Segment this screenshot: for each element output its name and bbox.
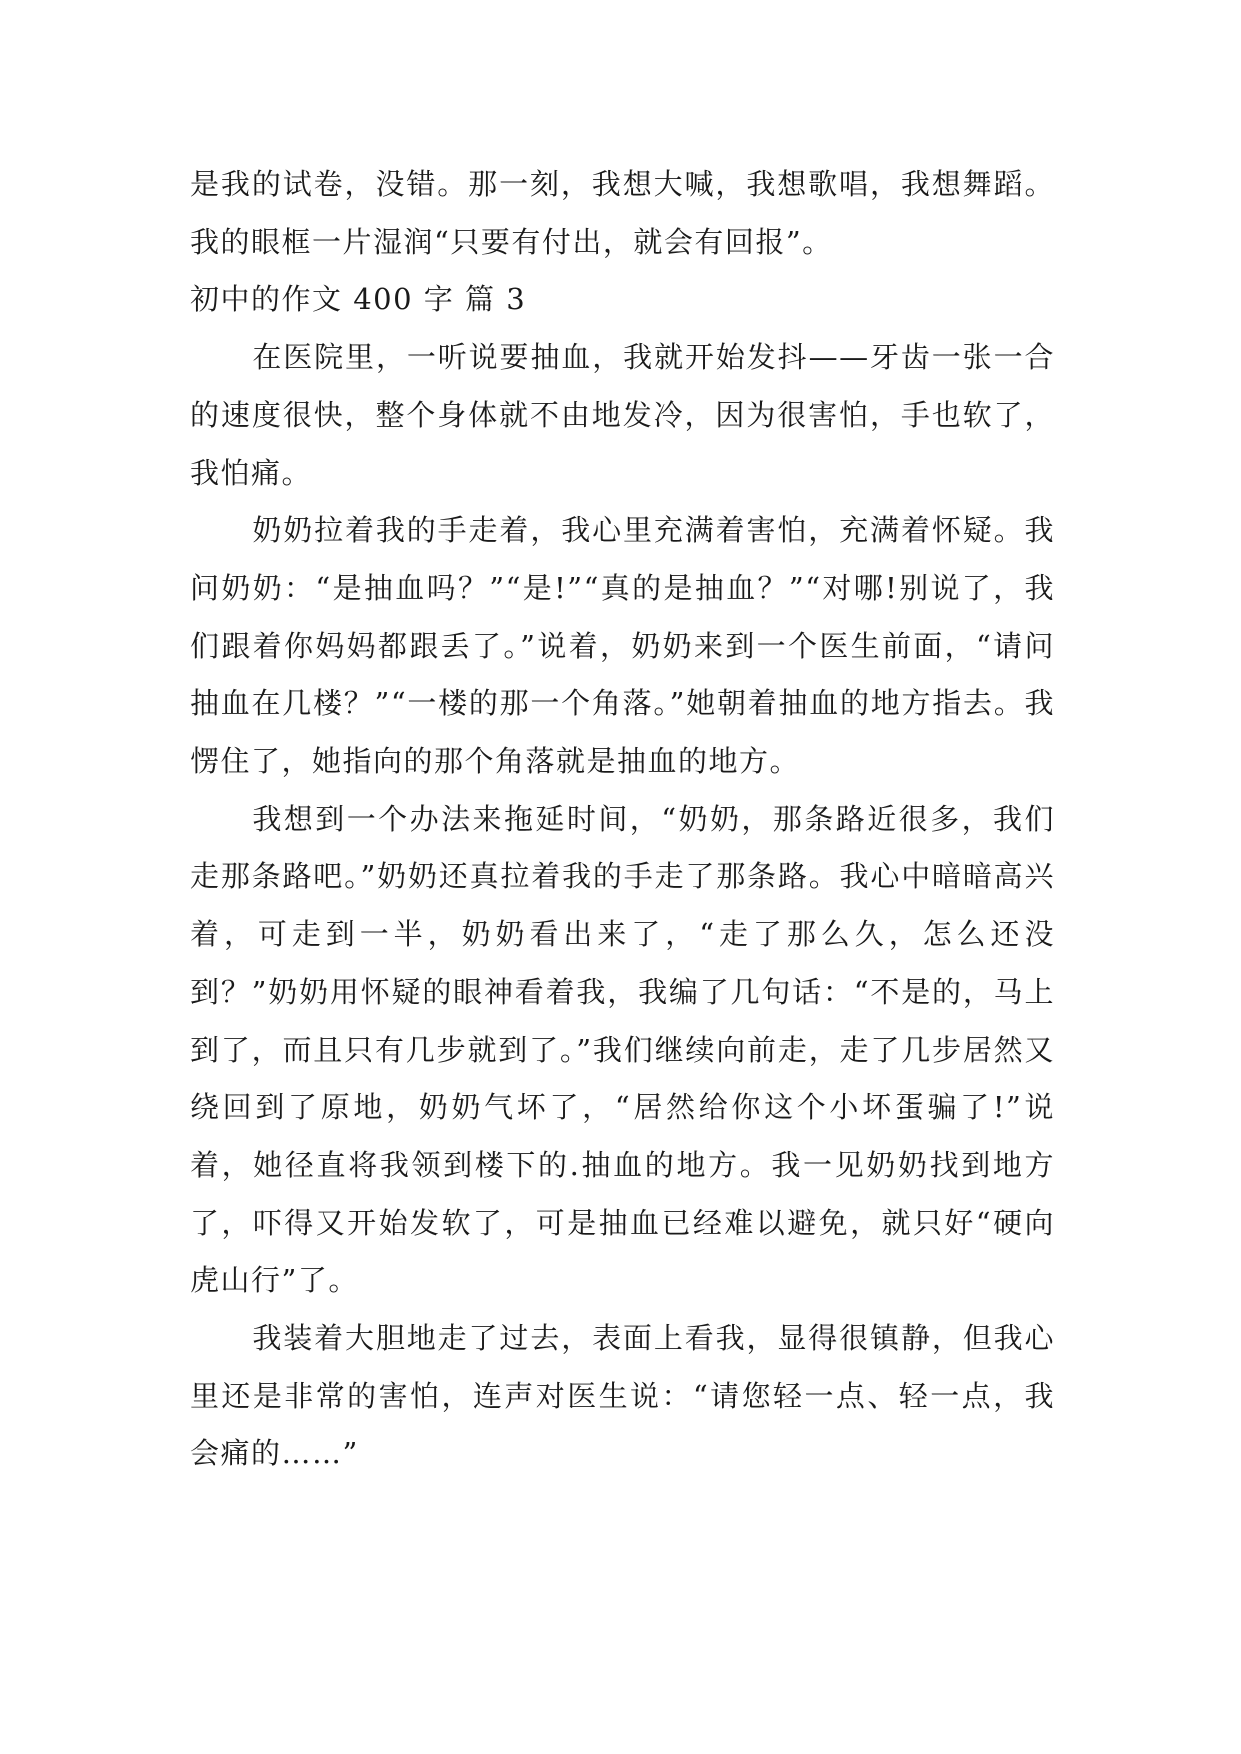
continuation-paragraph: 是我的试卷，没错。那一刻，我想大喊，我想歌唱，我想舞蹈。我的眼框一片湿润“只要有付出，就会有回报”。	[190, 167, 1055, 259]
section-heading: 初中的作文 400 字 篇 3	[190, 282, 527, 317]
paragraph-4: 我装着大胆地走了过去，表面上看我，显得很镇静，但我心里还是非常的害怕，连声对医生说：“请您轻一点、轻一点，我会痛的……”	[190, 1321, 1055, 1471]
paragraph-3: 我想到一个办法来拖延时间，“奶奶，那条路近很多，我们走那条路吧。”奶奶还真拉着我的手走了那条路。我心中暗暗高兴着，可走到一半，奶奶看出来了，“走了那么久，怎么还没到？”奶奶用怀疑的眼神看着我，我编了几句话：“不是的，马上到了，而且只有几步就到了。”我们继续向前走，走了几步居然又绕回到了原地，奶奶气坏了，“居然给你这个小坏蛋骗了!”说着，她径直将我领到楼下的.抽血的地方。我一见奶奶找到地方了，吓得又开始发软了，可是抽血已经难以避免，就只好“硬向虎山行”了。	[190, 801, 1055, 1298]
essay-text	[190, 156, 1055, 1483]
paragraph-2: 奶奶拉着我的手走着，我心里充满着害怕，充满着怀疑。我问奶奶：“是抽血吗？”“是!”“真的是抽血？”“对哪!别说了，我们跟着你妈妈都跟丢了。”说着，奶奶来到一个医生前面，“请问抽血在几楼？”“一楼的那一个角落。”她朝着抽血的地方指去。我愣住了，她指向的那个角落就是抽血的地方。	[190, 513, 1055, 779]
paragraph-1: 在医院里，一听说要抽血，我就开始发抖——牙齿一张一合的速度很快，整个身体就不由地发冷，因为很害怕，手也软了，我怕痛。	[190, 340, 1055, 490]
